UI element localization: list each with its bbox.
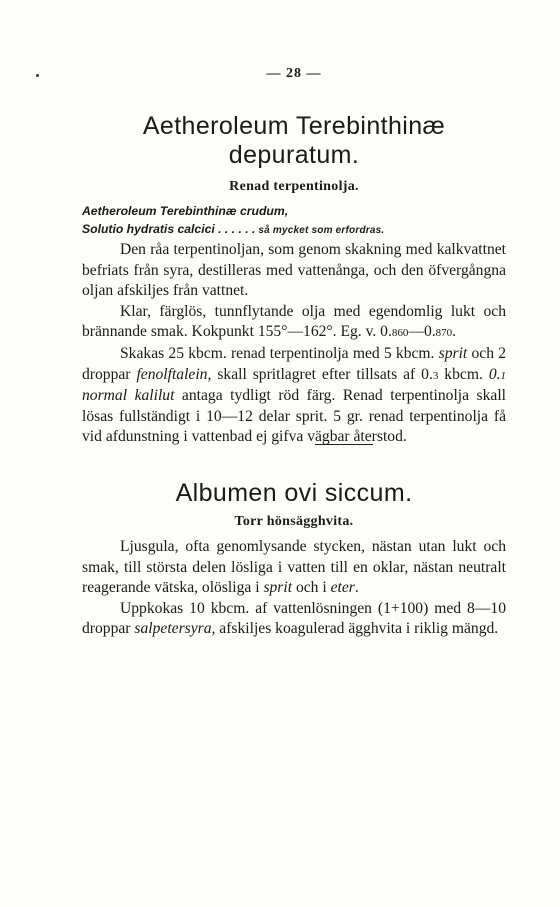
section-title-albumen: Albumen ovi siccum. (175, 478, 413, 507)
synonym-line-1: Aetheroleum Terebinthinæ crudum, (82, 204, 289, 218)
paragraph-test: Skakas 25 kbcm. renad terpentinolja med 5 kbcm. sprit och 2 droppar fenolftalein, skall spritlagret efter tillsats af 0.3 kbcm. 0.1 normal kalilut antaga tydligt röd färg. Renad terpentinolja skall lösas fullständigt i 10—12 delar sprit. 5 gr. renad terpentinolja få vid afdunstning i vattenbad ej gifva vägbar återstod. (82, 344, 507, 446)
paragraph-preparation: Den råa terpentinoljan, som genom skakning med kalkvattnet befriats från syra, destilleras med vattenånga, och den öfvergångna oljan afskiljes från vattnet. (82, 241, 506, 300)
document-page (82, 66, 506, 640)
section-subtitle-terpentinolja: Renad terpentinolja. (229, 179, 359, 194)
speck-mark (36, 74, 39, 77)
synonym-line-2 (82, 220, 506, 240)
page-number: — 28 — (266, 66, 322, 81)
section-title-terebinthinae: Aetheroleum Terebinthinæ depuratum. (142, 112, 446, 169)
section-divider (315, 444, 373, 445)
paragraph-description: Klar, färglös, tunnflytande olja med egendomlig lukt och brännande smak. Kokpunkt 155°—162°. Eg. v. 0.860—0.870. (82, 302, 506, 341)
synonym-line-2-main: Solutio hydratis calcici . . . . . . (82, 222, 256, 236)
paragraph-albumen-description: Ljusgula, ofta genomlysande stycken, nästan utan lukt och smak, till största delen lösliga i vatten till en oklar, nästan neutralt reagerande vätska, olösliga i sprit och i eter. (82, 537, 506, 597)
synonym-line-2-quantity: så mycket som erfordras. (255, 225, 385, 236)
section-subtitle-hons-agghvita: Torr hönsägghvita. (234, 513, 354, 529)
paragraph-albumen-test: Uppkokas 10 kbcm. af vattenlösningen (1+100) med 8—10 droppar salpetersyra, afskiljes koagulerad ägghvita i riklig mängd. (82, 599, 506, 638)
